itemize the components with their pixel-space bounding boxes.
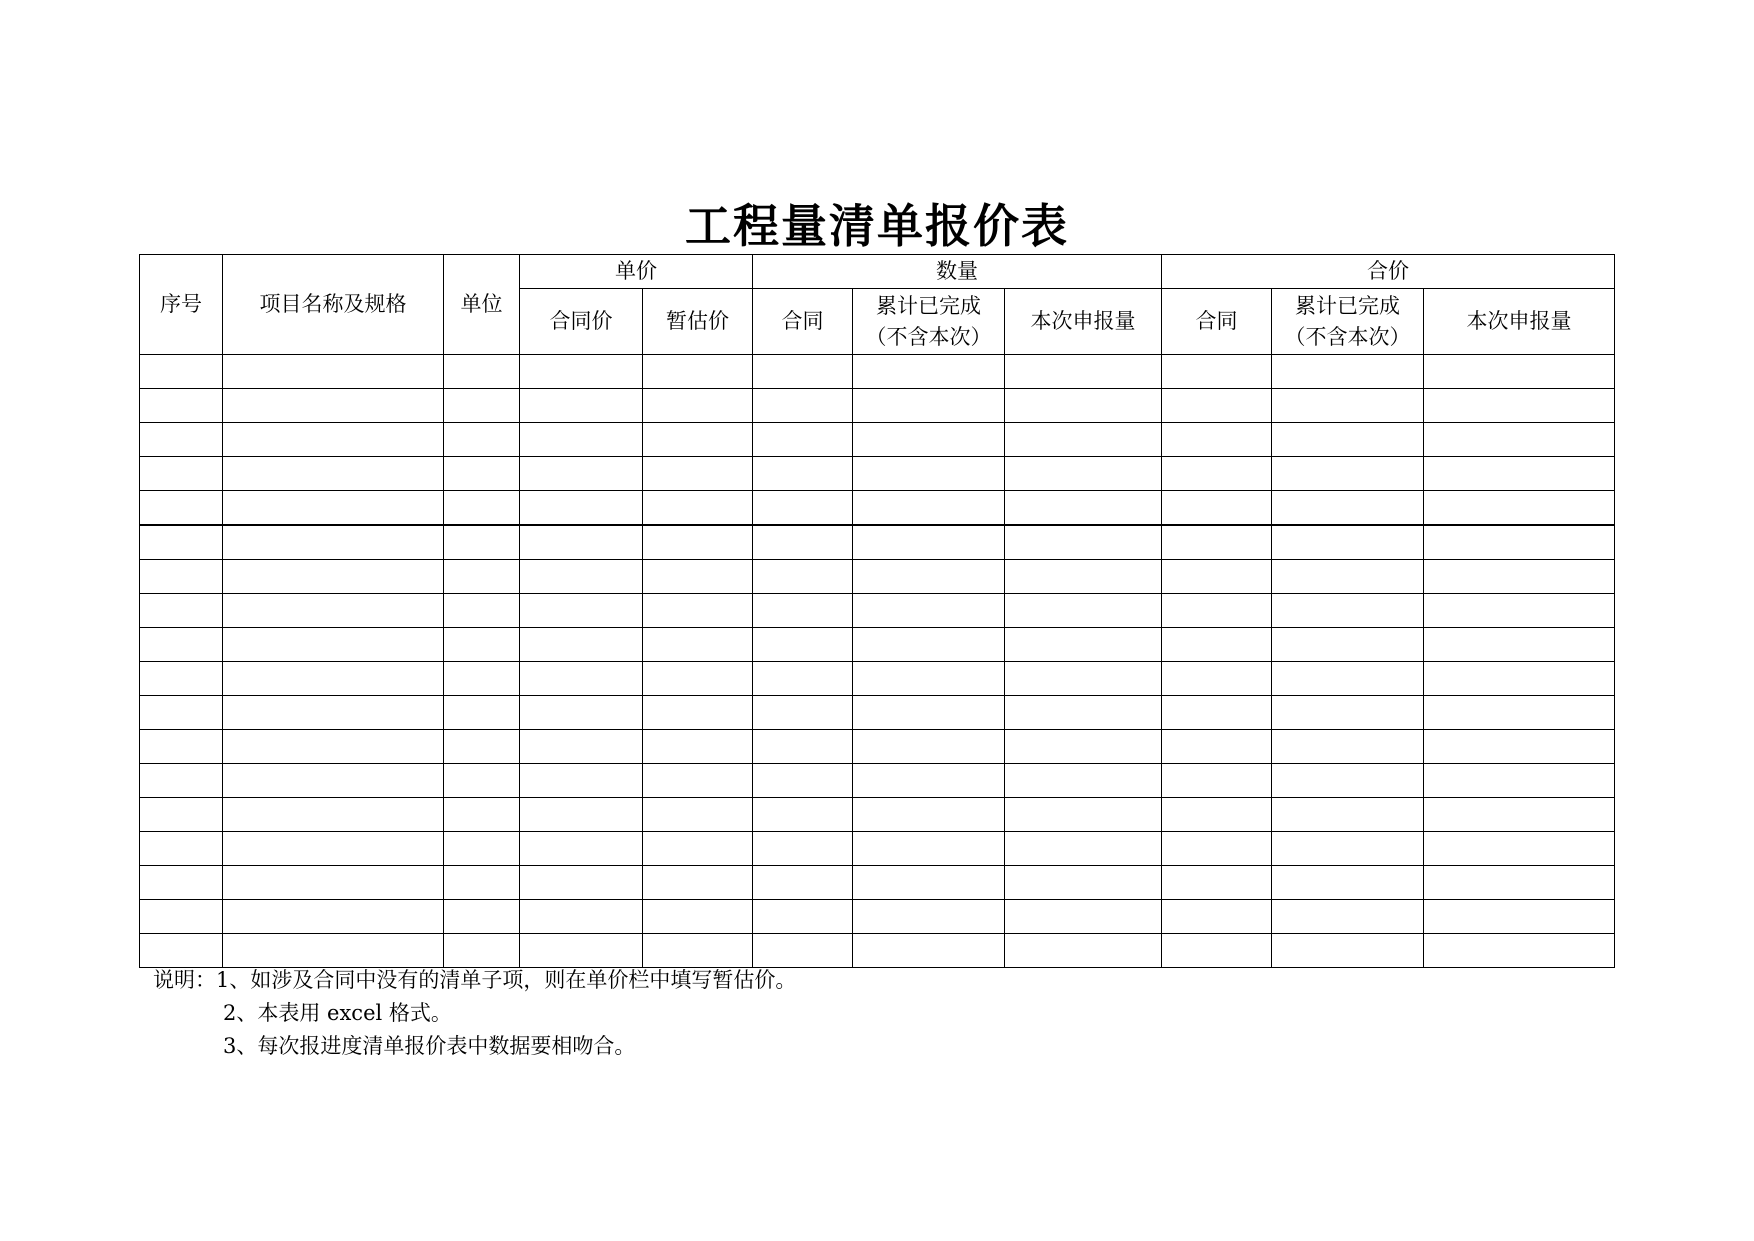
- header-qty-cumulative: [853, 289, 1005, 355]
- table-cell: [223, 798, 444, 832]
- table-cell: [223, 832, 444, 866]
- table-cell: [753, 900, 853, 934]
- table-cell: [140, 798, 223, 832]
- table-cell: [520, 491, 643, 526]
- table-cell: [444, 900, 520, 934]
- table-cell: [853, 560, 1005, 594]
- table-cell: [753, 832, 853, 866]
- table-cell: [1424, 764, 1615, 798]
- header-unit: 单位: [444, 255, 520, 355]
- table-cell: [1272, 866, 1424, 900]
- table-cell: [140, 525, 223, 560]
- table-cell: [1272, 764, 1424, 798]
- table-row: [140, 389, 1615, 423]
- table-cell: [643, 389, 753, 423]
- table-cell: [1272, 355, 1424, 389]
- table-cell: [853, 355, 1005, 389]
- table-cell: [753, 696, 853, 730]
- table-row: [140, 832, 1615, 866]
- table-row: [140, 355, 1615, 389]
- table-cell: [1272, 491, 1424, 526]
- table-cell: [753, 525, 853, 560]
- table-cell: [753, 934, 853, 968]
- table-row: [140, 662, 1615, 696]
- table-cell: [753, 866, 853, 900]
- table-cell: [223, 730, 444, 764]
- table-cell: [444, 560, 520, 594]
- table-cell: [1424, 525, 1615, 560]
- table-cell: [1162, 628, 1272, 662]
- table-cell: [1272, 934, 1424, 968]
- table-cell: [853, 662, 1005, 696]
- table-cell: [1005, 423, 1162, 457]
- table-cell: [140, 900, 223, 934]
- table-cell: [753, 457, 853, 491]
- table-cell: [1424, 730, 1615, 764]
- table-cell: [1424, 457, 1615, 491]
- table-cell: [853, 900, 1005, 934]
- table-cell: [753, 389, 853, 423]
- table-cell: [1005, 594, 1162, 628]
- table-cell: [1162, 423, 1272, 457]
- table-cell: [444, 662, 520, 696]
- table-cell: [643, 491, 753, 526]
- table-cell: [520, 900, 643, 934]
- table-cell: [643, 628, 753, 662]
- table-cell: [643, 900, 753, 934]
- table-row: [140, 491, 1615, 526]
- table-cell: [140, 560, 223, 594]
- table-cell: [140, 491, 223, 526]
- table-cell: [520, 866, 643, 900]
- table-cell: [140, 355, 223, 389]
- header-row-1: [140, 255, 1615, 289]
- table-cell: [520, 628, 643, 662]
- table-cell: [853, 832, 1005, 866]
- table-cell: [140, 457, 223, 491]
- table-cell: [520, 355, 643, 389]
- table-cell: [1162, 934, 1272, 968]
- table-cell: [140, 662, 223, 696]
- header-unit-price: 单价: [520, 255, 753, 289]
- table-cell: [1272, 730, 1424, 764]
- table-cell: [140, 730, 223, 764]
- table-cell: [753, 423, 853, 457]
- table-cell: [643, 560, 753, 594]
- table-cell: [853, 730, 1005, 764]
- table-cell: [643, 594, 753, 628]
- table-cell: [753, 560, 853, 594]
- table-cell: [1005, 730, 1162, 764]
- table-cell: [753, 662, 853, 696]
- table-cell: [444, 866, 520, 900]
- table-row: [140, 798, 1615, 832]
- table-cell: [1005, 491, 1162, 526]
- table-row: [140, 934, 1615, 968]
- table-cell: [520, 832, 643, 866]
- table-cell: [853, 628, 1005, 662]
- table-cell: [853, 389, 1005, 423]
- table-cell: [1162, 730, 1272, 764]
- table-cell: [643, 662, 753, 696]
- table-cell: [1424, 798, 1615, 832]
- table-cell: [1162, 866, 1272, 900]
- table-cell: [1424, 696, 1615, 730]
- table-cell: [223, 662, 444, 696]
- header-qty-contract: 合同: [753, 289, 853, 355]
- table-cell: [1162, 457, 1272, 491]
- table-cell: [1424, 491, 1615, 526]
- table-row: [140, 866, 1615, 900]
- table-cell: [643, 798, 753, 832]
- table-cell: [140, 764, 223, 798]
- table-cell: [444, 730, 520, 764]
- table-row: [140, 900, 1615, 934]
- table-row: [140, 764, 1615, 798]
- table-cell: [520, 525, 643, 560]
- table-cell: [1162, 832, 1272, 866]
- table-cell: [1162, 764, 1272, 798]
- table-cell: [1005, 934, 1162, 968]
- table-cell: [853, 934, 1005, 968]
- table-row: [140, 423, 1615, 457]
- table-cell: [1005, 355, 1162, 389]
- table-cell: [444, 355, 520, 389]
- table-cell: [444, 764, 520, 798]
- table-cell: [444, 457, 520, 491]
- table-cell: [520, 662, 643, 696]
- table-cell: [1424, 866, 1615, 900]
- table-cell: [853, 491, 1005, 526]
- table-cell: [223, 560, 444, 594]
- table-cell: [140, 389, 223, 423]
- table-cell: [1272, 457, 1424, 491]
- table-cell: [1162, 389, 1272, 423]
- header-total-price: 合价: [1162, 255, 1615, 289]
- table-cell: [520, 389, 643, 423]
- page-title: 工程量清单报价表: [685, 199, 1069, 253]
- table-cell: [1424, 389, 1615, 423]
- header-qty-cumulative-line1: 累计已完成: [876, 293, 981, 318]
- table-cell: [1272, 696, 1424, 730]
- table-cell: [1272, 423, 1424, 457]
- table-cell: [140, 628, 223, 662]
- table-cell: [140, 423, 223, 457]
- table-cell: [643, 730, 753, 764]
- table-cell: [1272, 389, 1424, 423]
- table-cell: [753, 764, 853, 798]
- table-cell: [1005, 798, 1162, 832]
- table-row: [140, 696, 1615, 730]
- table-cell: [853, 866, 1005, 900]
- header-total-current: 本次申报量: [1424, 289, 1615, 355]
- table-cell: [1272, 525, 1424, 560]
- table-cell: [853, 525, 1005, 560]
- table-cell: [444, 389, 520, 423]
- table-cell: [1005, 696, 1162, 730]
- header-qty-current: 本次申报量: [1005, 289, 1162, 355]
- table-cell: [520, 423, 643, 457]
- table-cell: [1424, 628, 1615, 662]
- table-cell: [520, 560, 643, 594]
- table-cell: [223, 423, 444, 457]
- table-cell: [853, 594, 1005, 628]
- table-cell: [1424, 832, 1615, 866]
- table-cell: [1424, 594, 1615, 628]
- table-cell: [1005, 662, 1162, 696]
- table-cell: [1162, 900, 1272, 934]
- table-cell: [1005, 560, 1162, 594]
- table-cell: [140, 934, 223, 968]
- table-cell: [520, 696, 643, 730]
- table-cell: [643, 423, 753, 457]
- table-cell: [1272, 594, 1424, 628]
- table-cell: [520, 457, 643, 491]
- table-cell: [1005, 900, 1162, 934]
- table-cell: [1272, 832, 1424, 866]
- note-line-2: 2、本表用 excel 格式。: [223, 1001, 452, 1025]
- header-total-contract: 合同: [1162, 289, 1272, 355]
- table-cell: [1162, 662, 1272, 696]
- table-cell: [1005, 832, 1162, 866]
- notes: [153, 964, 796, 1063]
- header-total-cumulative-line2: （不含本次）: [1284, 324, 1411, 349]
- header-estimated-price: 暂估价: [643, 289, 753, 355]
- table-cell: [853, 764, 1005, 798]
- table-cell: [1162, 560, 1272, 594]
- header-quantity: 数量: [753, 255, 1162, 289]
- table-cell: [140, 696, 223, 730]
- table-cell: [444, 696, 520, 730]
- table-cell: [444, 491, 520, 526]
- table-cell: [223, 525, 444, 560]
- table-cell: [1005, 764, 1162, 798]
- table-cell: [444, 798, 520, 832]
- table-cell: [140, 866, 223, 900]
- table-cell: [1162, 594, 1272, 628]
- table-cell: [1162, 525, 1272, 560]
- table-cell: [1424, 560, 1615, 594]
- table-cell: [1272, 798, 1424, 832]
- table-cell: [1424, 662, 1615, 696]
- table-cell: [1005, 628, 1162, 662]
- table-cell: [1272, 900, 1424, 934]
- table-cell: [753, 355, 853, 389]
- table-cell: [1162, 798, 1272, 832]
- table-cell: [643, 355, 753, 389]
- table-cell: [1005, 866, 1162, 900]
- note-line-3: 3、每次报进度清单报价表中数据要相吻合。: [223, 1034, 636, 1058]
- table-row: [140, 628, 1615, 662]
- table-cell: [853, 423, 1005, 457]
- table-cell: [753, 491, 853, 526]
- table-cell: [223, 696, 444, 730]
- quotation-table: [139, 254, 1615, 968]
- table-cell: [520, 730, 643, 764]
- header-contract-price: 合同价: [520, 289, 643, 355]
- table-cell: [643, 696, 753, 730]
- table-cell: [643, 866, 753, 900]
- table-cell: [223, 491, 444, 526]
- table-cell: [1424, 355, 1615, 389]
- table-cell: [223, 934, 444, 968]
- table-cell: [753, 594, 853, 628]
- table-cell: [853, 798, 1005, 832]
- table-cell: [1162, 491, 1272, 526]
- table-cell: [1162, 696, 1272, 730]
- table-cell: [223, 764, 444, 798]
- table-row: [140, 560, 1615, 594]
- table-cell: [1005, 389, 1162, 423]
- table-cell: [444, 594, 520, 628]
- table-cell: [223, 628, 444, 662]
- table-cell: [223, 389, 444, 423]
- table-cell: [753, 628, 853, 662]
- table-cell: [1424, 900, 1615, 934]
- table-cell: [1005, 525, 1162, 560]
- table-cell: [1272, 662, 1424, 696]
- table-cell: [223, 457, 444, 491]
- header-item-name: 项目名称及规格: [223, 255, 444, 355]
- table-cell: [853, 457, 1005, 491]
- table-cell: [753, 730, 853, 764]
- table-row: [140, 457, 1615, 491]
- table-cell: [643, 764, 753, 798]
- table-cell: [140, 594, 223, 628]
- table-cell: [1162, 355, 1272, 389]
- table-cell: [643, 525, 753, 560]
- table-row: [140, 730, 1615, 764]
- table-cell: [853, 696, 1005, 730]
- header-total-cumulative: [1272, 289, 1424, 355]
- table-cell: [223, 355, 444, 389]
- table-cell: [444, 934, 520, 968]
- table-cell: [753, 798, 853, 832]
- table-cell: [444, 525, 520, 560]
- note-line-1: 说明：1、如涉及合同中没有的清单子项，则在单价栏中填写暂估价。: [153, 968, 797, 992]
- table-cell: [643, 934, 753, 968]
- table-cell: [223, 900, 444, 934]
- table-cell: [643, 457, 753, 491]
- table-cell: [444, 423, 520, 457]
- table-cell: [520, 764, 643, 798]
- table-cell: [444, 628, 520, 662]
- table-cell: [223, 594, 444, 628]
- table-cell: [444, 832, 520, 866]
- table-row: [140, 594, 1615, 628]
- header-seq: 序号: [140, 255, 223, 355]
- header-total-cumulative-line1: 累计已完成: [1295, 293, 1401, 318]
- table-row: [140, 525, 1615, 560]
- table-cell: [140, 832, 223, 866]
- table-cell: [520, 594, 643, 628]
- table-cell: [1005, 457, 1162, 491]
- table-cell: [1272, 560, 1424, 594]
- table-cell: [1272, 628, 1424, 662]
- table-cell: [1424, 423, 1615, 457]
- table-cell: [520, 934, 643, 968]
- table-cell: [643, 832, 753, 866]
- table-cell: [1424, 934, 1615, 968]
- table-cell: [520, 798, 643, 832]
- table-cell: [223, 866, 444, 900]
- header-qty-cumulative-line2: （不含本次）: [865, 324, 992, 349]
